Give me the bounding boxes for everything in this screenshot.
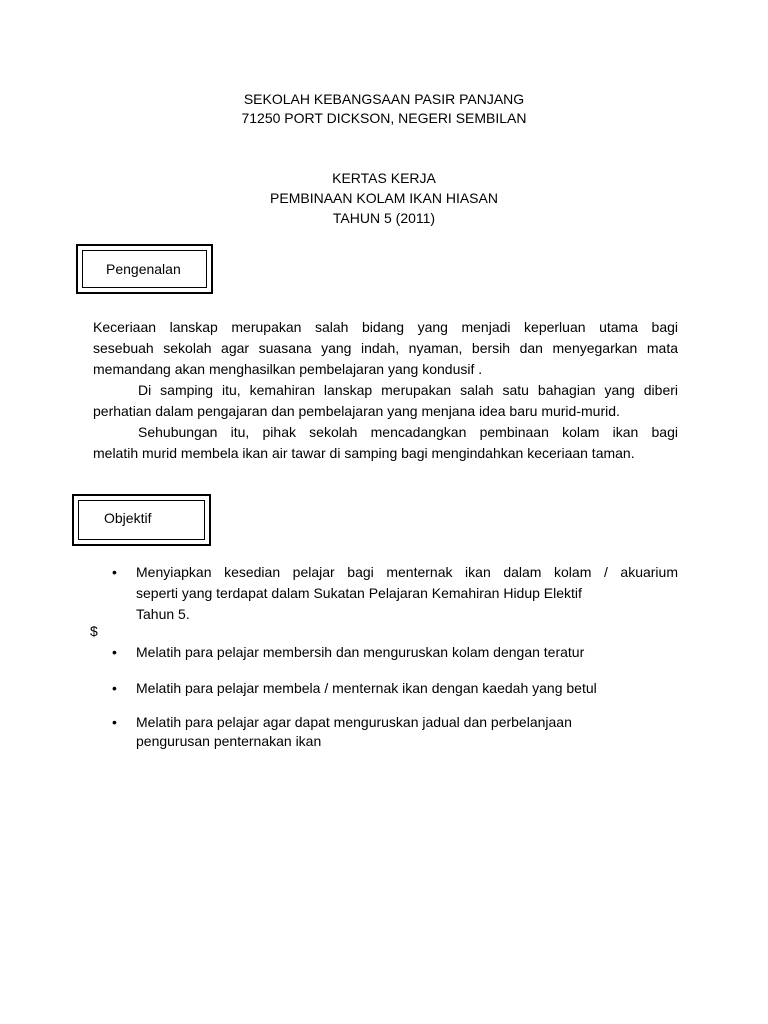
list-item <box>112 713 678 751</box>
list-item <box>112 642 678 663</box>
list-item-line: Melatih para pelajar membersih dan menguruskan kolam dengan teratur <box>136 644 585 660</box>
bullet-icon: • <box>112 680 117 696</box>
title-line-1: KERTAS KERJA <box>332 170 436 186</box>
intro-paragraph <box>93 317 678 464</box>
intro-line: memandang akan menghasilkan pembelajaran yang kondusif . <box>93 361 483 377</box>
section-heading-intro: Pengenalan <box>106 261 181 277</box>
intro-line: Keceriaan lanskap merupakan salah bidang yang menjadi keperluan utama bagi <box>93 319 678 335</box>
intro-line: Sehubungan itu, pihak sekolah mencadangkan pembinaan kolam ikan bagi <box>138 424 678 440</box>
list-item-line: Melatih para pelajar membela / menternak ikan dengan kaedah yang betul <box>136 680 597 696</box>
section-heading-box-objective <box>72 494 211 546</box>
list-item-text <box>136 562 678 625</box>
bullet-icon: • <box>112 644 117 660</box>
section-heading-box-intro <box>76 244 213 294</box>
list-item-line: pengurusan penternakan ikan <box>136 733 322 749</box>
intro-line: perhatian dalam pengajaran dan pembelajaran yang menjana idea baru murid-murid. <box>93 403 620 419</box>
list-item-line: Tahun 5. <box>136 606 190 622</box>
stray-symbol: $ <box>90 623 98 639</box>
school-address: 71250 PORT DICKSON, NEGERI SEMBILAN <box>241 110 527 126</box>
list-item-line: Menyiapkan kesedian pelajar bagi menternak ikan dalam kolam / akuarium <box>136 564 678 580</box>
list-item-line: seperti yang terdapat dalam Sukatan Pelajaran Kemahiran Hidup Elektif <box>136 585 582 601</box>
list-item-text <box>136 678 678 699</box>
title-line-3: TAHUN 5 (2011) <box>332 210 436 226</box>
bullet-icon: • <box>112 564 117 580</box>
list-item-text <box>136 713 678 751</box>
list-item <box>112 562 678 625</box>
bullet-icon: • <box>112 714 117 730</box>
intro-line: melatih murid membela ikan air tawar di samping bagi mengindahkan keceriaan taman. <box>93 445 635 461</box>
school-name: SEKOLAH KEBANGSAAN PASIR PANJANG <box>243 91 525 107</box>
section-heading-objective: Objektif <box>104 510 152 526</box>
document-title <box>0 168 768 228</box>
intro-line: sesebuah sekolah agar suasana yang indah, nyaman, bersih dan menyegarkan mata <box>93 340 678 356</box>
list-item-line: Melatih para pelajar agar dapat menguruskan jadual dan perbelanjaan <box>136 714 572 730</box>
school-header <box>0 90 768 128</box>
title-line-2: PEMBINAAN KOLAM IKAN HIASAN <box>270 190 498 206</box>
intro-line: Di samping itu, kemahiran lanskap merupakan salah satu bahagian yang diberi <box>138 382 678 398</box>
list-item-text <box>136 642 678 663</box>
list-item <box>112 678 678 699</box>
